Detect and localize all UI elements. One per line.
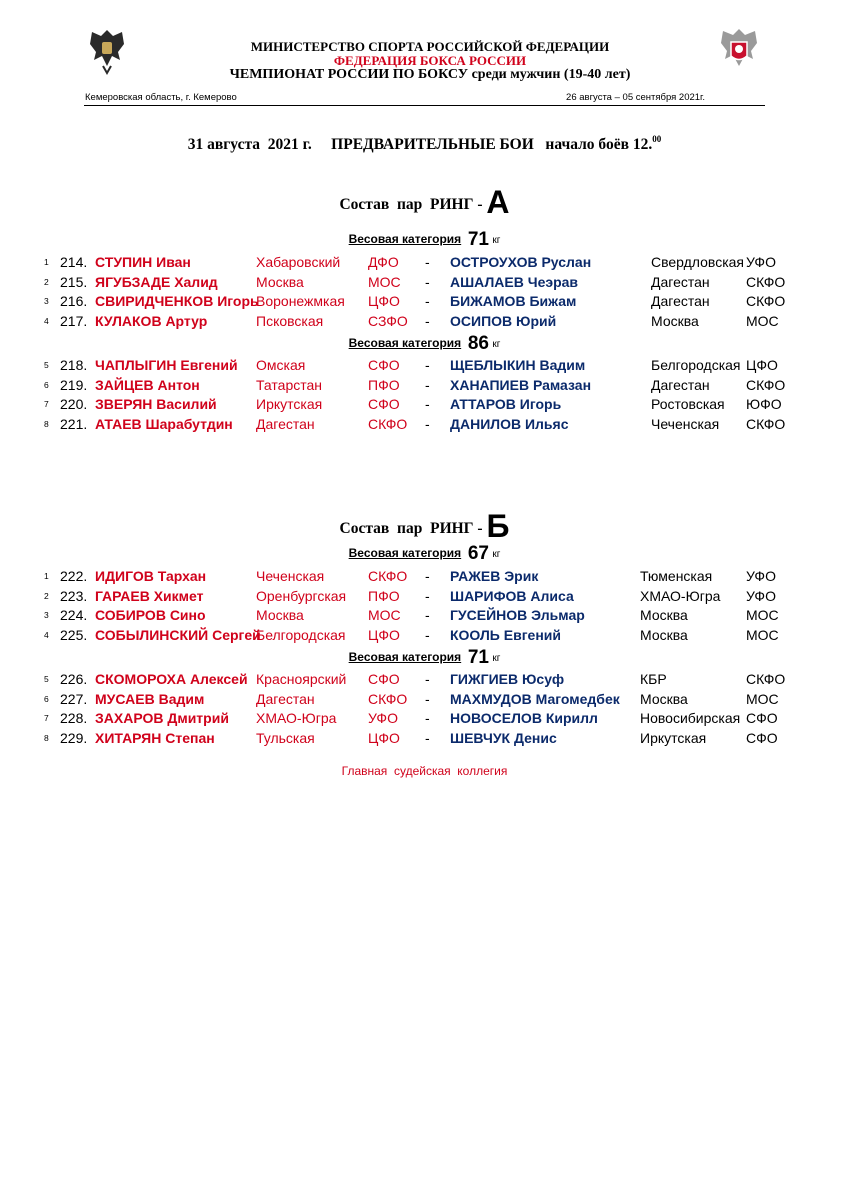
- blue-corner-region: Чеченская: [651, 415, 720, 432]
- ring-title: Состав пар РИНГ -: [339, 520, 483, 537]
- red-corner-name: МУСАЕВ Вадим: [95, 690, 205, 707]
- red-corner-district: ЦФО: [368, 293, 400, 310]
- red-corner-district: СКФО: [368, 690, 408, 707]
- vs-dash: -: [425, 626, 430, 643]
- bout-number: 229.: [60, 729, 88, 746]
- weight-category-label: Весовая категория: [348, 546, 462, 560]
- red-corner-name: ГАРАЕВ Хикмет: [95, 587, 204, 604]
- bout-row: [0, 396, 849, 415]
- red-corner-district: СФО: [368, 671, 400, 687]
- red-corner-name: СОБИРОВ Сино: [95, 607, 206, 624]
- red-corner-district: СКФО: [368, 568, 408, 584]
- bout-row: [0, 607, 849, 626]
- bout-index: 6: [44, 693, 49, 704]
- start-time-minutes: 00: [652, 134, 662, 144]
- red-corner-district: ДФО: [368, 254, 399, 270]
- bout-row: [0, 377, 849, 396]
- blue-corner-name: МАХМУДОВ Магомедбек: [450, 690, 620, 707]
- ministry-emblem-icon: [84, 26, 130, 76]
- blue-corner-district: ЦФО: [746, 357, 778, 373]
- weight-category-label: Весовая категория: [348, 232, 462, 246]
- bout-number: 221.: [60, 415, 88, 432]
- blue-corner-region: Дагестан: [651, 293, 710, 310]
- red-corner-region: Иркутская: [256, 396, 323, 413]
- bout-index: 1: [44, 571, 49, 581]
- weight-value: 71: [467, 229, 489, 250]
- red-corner-region: Белгородская: [256, 626, 346, 643]
- bout-number: 218.: [60, 357, 88, 373]
- bout-number: 217.: [60, 312, 88, 329]
- red-corner-name: СКОМОРОХА Алексей: [95, 671, 248, 687]
- vs-dash: -: [425, 293, 430, 310]
- blue-corner-region: ХМАО-Югра: [640, 587, 721, 604]
- vs-dash: -: [425, 607, 430, 624]
- ring-a-heading: [0, 184, 849, 221]
- bout-row: [0, 627, 849, 646]
- weight-unit: кг: [492, 235, 501, 246]
- weight-category-heading: [0, 647, 849, 669]
- vs-dash: -: [425, 690, 430, 707]
- blue-corner-district: МОС: [746, 312, 779, 329]
- red-corner-district: МОС: [368, 273, 401, 290]
- event-place: Кемеровская область, г. Кемерово: [85, 92, 237, 103]
- red-corner-region: Омская: [256, 357, 306, 373]
- bout-number: 227.: [60, 690, 88, 707]
- blue-corner-name: ЩЕБЛЫКИН Вадим: [450, 357, 586, 373]
- ministry-title: МИНИСТЕРСТВО СПОРТА РОССИЙСКОЙ ФЕДЕРАЦИИ: [250, 39, 610, 54]
- red-corner-name: ЗАЙЦЕВ Антон: [95, 376, 200, 393]
- bout-index: 2: [44, 276, 49, 287]
- bout-number: 223.: [60, 587, 88, 604]
- ring-letter: А: [486, 184, 510, 220]
- bout-number: 222.: [60, 568, 88, 584]
- boxing-federation-emblem-icon: [714, 26, 764, 76]
- bout-row: [0, 274, 849, 293]
- bout-row: [0, 568, 849, 587]
- bout-number: 226.: [60, 671, 88, 687]
- bout-index: 3: [44, 296, 49, 307]
- bout-index: 5: [44, 674, 49, 684]
- bout-row: [0, 416, 849, 435]
- blue-corner-region: Тюменская: [640, 568, 713, 584]
- bout-number: 216.: [60, 293, 88, 310]
- bout-row: [0, 293, 849, 312]
- vs-dash: -: [425, 376, 430, 393]
- blue-corner-name: ОСИПОВ Юрий: [450, 312, 557, 329]
- blue-corner-district: МОС: [746, 626, 779, 643]
- vs-dash: -: [425, 357, 430, 373]
- red-corner-district: ЦФО: [368, 729, 400, 746]
- vs-dash: -: [425, 273, 430, 290]
- bout-number: 228.: [60, 710, 88, 727]
- red-corner-name: ЗАХАРОВ Дмитрий: [95, 710, 229, 727]
- vs-dash: -: [425, 396, 430, 413]
- bout-index: 7: [44, 713, 49, 724]
- start-time: начало боёв 12.: [545, 136, 653, 153]
- red-corner-district: УФО: [368, 710, 398, 727]
- red-corner-region: Татарстан: [256, 376, 323, 393]
- blue-corner-name: ШЕВЧУК Денис: [450, 729, 557, 746]
- red-corner-name: ИДИГОВ Тархан: [95, 568, 207, 584]
- weight-category-heading: [0, 333, 849, 355]
- red-corner-name: ЗВЕРЯН Василий: [95, 396, 217, 413]
- bout-number: 215.: [60, 273, 88, 290]
- vs-dash: -: [425, 710, 430, 727]
- ring-title: Состав пар РИНГ -: [339, 196, 483, 213]
- red-corner-region: Тульская: [256, 729, 315, 746]
- red-corner-region: Воронежмкая: [256, 293, 345, 310]
- weight-category-heading: [0, 229, 849, 251]
- red-corner-name: ХИТАРЯН Степан: [95, 729, 215, 746]
- blue-corner-region: Белгородская: [651, 357, 741, 373]
- bout-row: [0, 710, 849, 729]
- red-corner-district: ПФО: [368, 587, 400, 604]
- federation-title: ФЕДЕРАЦИЯ БОКСА РОССИИ: [333, 53, 527, 68]
- bout-index: 6: [44, 379, 49, 390]
- blue-corner-name: ГУСЕЙНОВ Эльмар: [450, 607, 585, 624]
- bout-number: 224.: [60, 607, 88, 624]
- blue-corner-region: Ростовская: [651, 396, 725, 413]
- blue-corner-name: ДАНИЛОВ Ильяс: [450, 415, 569, 432]
- red-corner-district: МОС: [368, 607, 401, 624]
- ring-b-heading: [0, 508, 849, 545]
- blue-corner-region: Москва: [640, 607, 688, 624]
- blue-corner-district: УФО: [746, 587, 776, 604]
- blue-corner-district: СКФО: [746, 415, 786, 432]
- bout-row: [0, 730, 849, 749]
- weight-category-label: Весовая категория: [348, 336, 462, 350]
- blue-corner-district: УФО: [746, 568, 776, 584]
- red-corner-district: СФО: [368, 396, 400, 413]
- blue-corner-region: Дагестан: [651, 376, 710, 393]
- blue-corner-district: ЮФО: [746, 396, 782, 413]
- red-corner-region: Оренбургская: [256, 587, 347, 604]
- blue-corner-district: УФО: [746, 254, 776, 270]
- red-corner-region: Красноярский: [256, 671, 347, 687]
- blue-corner-district: СКФО: [746, 273, 786, 290]
- day-stage: ПРЕДВАРИТЕЛЬНЫЕ БОИ: [331, 136, 534, 153]
- bout-index: 2: [44, 590, 49, 601]
- weight-value: 71: [467, 647, 489, 668]
- bout-index: 5: [44, 360, 49, 370]
- bout-index: 7: [44, 399, 49, 410]
- red-corner-name: АТАЕВ Шарабутдин: [95, 415, 233, 432]
- weight-unit: кг: [492, 549, 501, 560]
- header-divider: [84, 105, 765, 106]
- judges-panel-caption: Главная судейская коллегия: [341, 764, 508, 778]
- bout-index: 8: [44, 418, 49, 429]
- day-heading: [0, 136, 849, 154]
- blue-corner-district: СКФО: [746, 376, 786, 393]
- bout-row: [0, 254, 849, 273]
- bout-number: 220.: [60, 396, 88, 413]
- red-corner-region: Дагестан: [256, 415, 315, 432]
- bout-row: [0, 691, 849, 710]
- vs-dash: -: [425, 415, 430, 432]
- blue-corner-district: СКФО: [746, 671, 786, 687]
- blue-corner-region: Дагестан: [651, 273, 710, 290]
- bout-number: 225.: [60, 626, 88, 643]
- red-corner-region: Дагестан: [256, 690, 315, 707]
- bout-row: [0, 588, 849, 607]
- blue-corner-name: КООЛЬ Евгений: [450, 626, 561, 643]
- vs-dash: -: [425, 312, 430, 329]
- red-corner-region: Москва: [256, 273, 304, 290]
- blue-corner-district: СФО: [746, 729, 778, 746]
- blue-corner-district: МОС: [746, 690, 779, 707]
- ring-letter: Б: [486, 508, 510, 544]
- bout-number: 214.: [60, 254, 88, 270]
- red-corner-region: Хабаровский: [256, 254, 341, 270]
- blue-corner-name: НОВОСЕЛОВ Кирилл: [450, 710, 598, 727]
- vs-dash: -: [425, 671, 430, 687]
- blue-corner-name: ГИЖГИЕВ Юсуф: [450, 671, 565, 687]
- bout-index: 4: [44, 629, 49, 640]
- red-corner-name: СТУПИН Иван: [95, 254, 191, 270]
- vs-dash: -: [425, 587, 430, 604]
- red-corner-district: ПФО: [368, 376, 400, 393]
- blue-corner-name: ОСТРОУХОВ Руслан: [450, 254, 592, 270]
- weight-value: 86: [467, 333, 489, 354]
- red-corner-name: КУЛАКОВ Артур: [95, 312, 208, 329]
- bout-row: [0, 671, 849, 690]
- blue-corner-name: АТТАРОВ Игорь: [450, 396, 562, 413]
- blue-corner-region: КБР: [640, 671, 667, 687]
- blue-corner-region: Москва: [640, 690, 688, 707]
- red-corner-region: Псковская: [256, 312, 324, 329]
- blue-corner-name: РАЖЕВ Эрик: [450, 568, 539, 584]
- event-dates: 26 августа – 05 сентября 2021г.: [566, 92, 705, 103]
- weight-value: 67: [467, 543, 489, 564]
- bout-index: 8: [44, 732, 49, 743]
- blue-corner-district: СКФО: [746, 293, 786, 310]
- vs-dash: -: [425, 254, 430, 270]
- blue-corner-name: АШАЛАЕВ Чеэрав: [450, 273, 579, 290]
- red-corner-region: Москва: [256, 607, 304, 624]
- blue-corner-district: МОС: [746, 607, 779, 624]
- blue-corner-name: ХАНАПИЕВ Рамазан: [450, 376, 592, 393]
- red-corner-district: ЦФО: [368, 626, 400, 643]
- weight-unit: кг: [492, 653, 501, 664]
- day-date: 31 августа 2021 г.: [187, 136, 312, 153]
- bout-row: [0, 357, 849, 376]
- weight-category-label: Весовая категория: [348, 650, 462, 664]
- weight-category-heading: [0, 543, 849, 565]
- red-corner-name: СОБЫЛИНСКИЙ Сергей: [95, 626, 261, 643]
- vs-dash: -: [425, 729, 430, 746]
- blue-corner-region: Свердловская: [651, 254, 745, 270]
- blue-corner-name: БИЖАМОВ Бижам: [450, 293, 577, 310]
- red-corner-region: Чеченская: [256, 568, 325, 584]
- red-corner-name: ЧАПЛЫГИН Евгений: [95, 357, 238, 373]
- red-corner-district: СЗФО: [368, 312, 408, 329]
- bout-number: 219.: [60, 376, 88, 393]
- blue-corner-district: СФО: [746, 710, 778, 727]
- bout-index: 4: [44, 315, 49, 326]
- red-corner-region: ХМАО-Югра: [256, 710, 337, 727]
- bout-row: [0, 313, 849, 332]
- red-corner-district: СКФО: [368, 415, 408, 432]
- championship-title: ЧЕМПИОНАТ РОССИИ ПО БОКСУ среди мужчин (19-40 лет): [229, 67, 631, 82]
- bout-index: 3: [44, 610, 49, 621]
- vs-dash: -: [425, 568, 430, 584]
- bout-index: 1: [44, 257, 49, 267]
- red-corner-name: СВИРИДЧЕНКОВ Игорь: [95, 293, 259, 310]
- blue-corner-region: Москва: [640, 626, 688, 643]
- red-corner-name: ЯГУБЗАДЕ Халид: [95, 273, 218, 290]
- blue-corner-region: Иркутская: [640, 729, 707, 746]
- blue-corner-region: Москва: [651, 312, 699, 329]
- red-corner-district: СФО: [368, 357, 400, 373]
- blue-corner-name: ШАРИФОВ Алиса: [450, 587, 574, 604]
- weight-unit: кг: [492, 339, 501, 350]
- blue-corner-region: Новосибирская: [640, 710, 741, 727]
